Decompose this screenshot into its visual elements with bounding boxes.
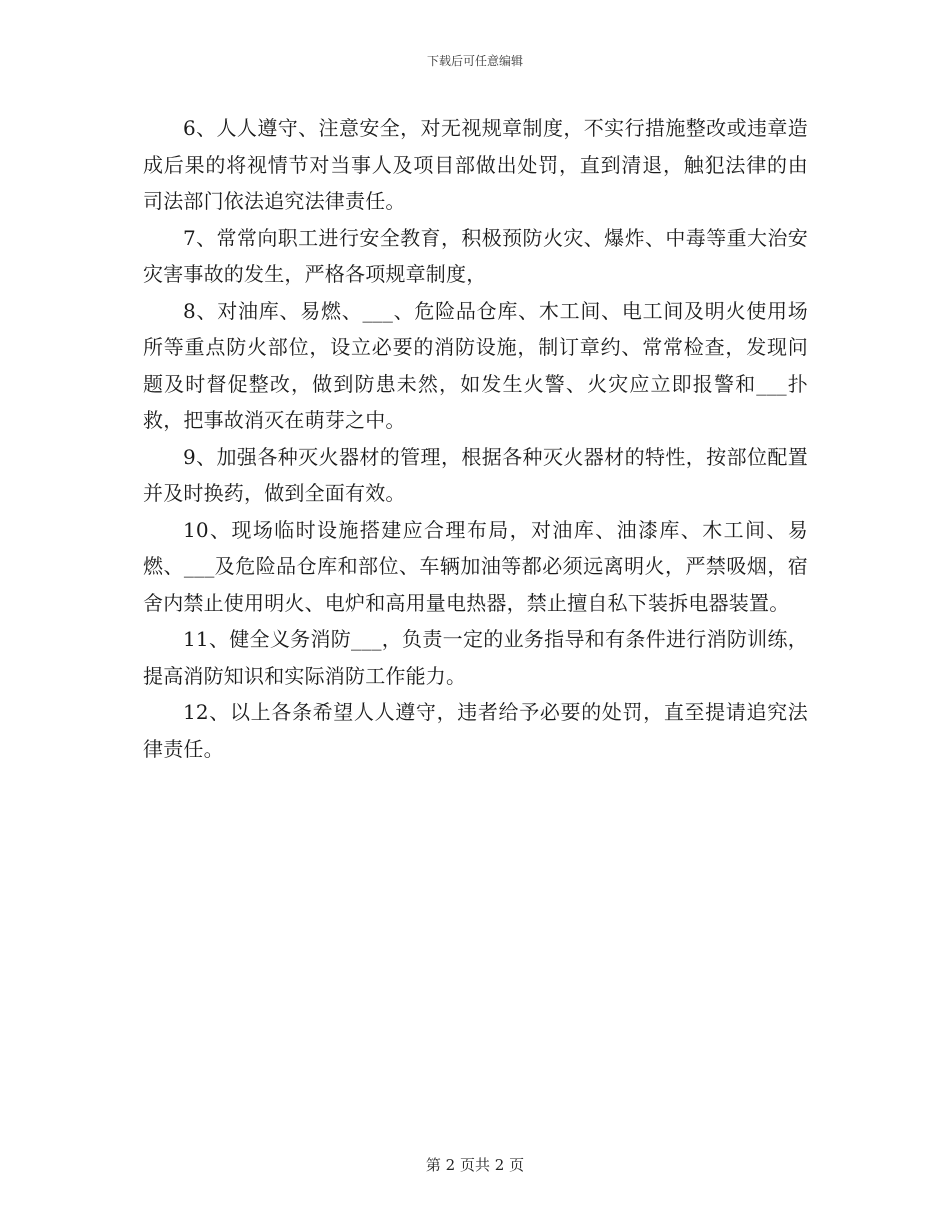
paragraph-6: 6、人人遵守、注意安全，对无视规章制度，不实行措施整改或违章造成后果的将视情节对当事人及项目部做出处罚，直到清退，触犯法律的由司法部门依法追究法律责任。 — [143, 116, 808, 213]
document-body — [143, 110, 808, 767]
paragraph-12: 12、以上各条希望人人遵守，违者给予必要的处罚，直至提请追究法律责任。 — [143, 700, 808, 761]
page-header: 下载后可任意编辑 — [426, 54, 523, 68]
paragraph-11: 11、健全义务消防___，负责一定的业务指导和有条件进行消防训练，提高消防知识和实际消防工作能力。 — [143, 627, 808, 688]
paragraph-10: 10、现场临时设施搭建应合理布局，对油库、油漆库、木工间、易燃、___及危险品仓库和部位、车辆加油等都必须远离明火，严禁吸烟，宿舍内禁止使用明火、电炉和高用量电热器，禁止擅自私下装拆电器装置。 — [143, 517, 808, 615]
paragraph-7: 7、常常向职工进行安全教育，积极预防火灾、爆炸、中毒等重大治安灾害事故的发生，严格各项规章制度， — [143, 225, 808, 286]
paragraph-8: 8、对油库、易燃、___、危险品仓库、木工间、电工间及明火使用场所等重点防火部位，设立必要的消防设施，制订章约、常常检查，发现问题及时督促整改，做到防患未然，如发生火警、火灾应立即报警和___扑救，把事故消灭在萌芽之中。 — [143, 298, 808, 432]
page-footer: 第 2 页共 2 页 — [425, 1156, 525, 1174]
paragraph-9: 9、加强各种灭火器材的管理，根据各种灭火器材的特性，按部位配置并及时换药，做到全面有效。 — [143, 444, 808, 505]
